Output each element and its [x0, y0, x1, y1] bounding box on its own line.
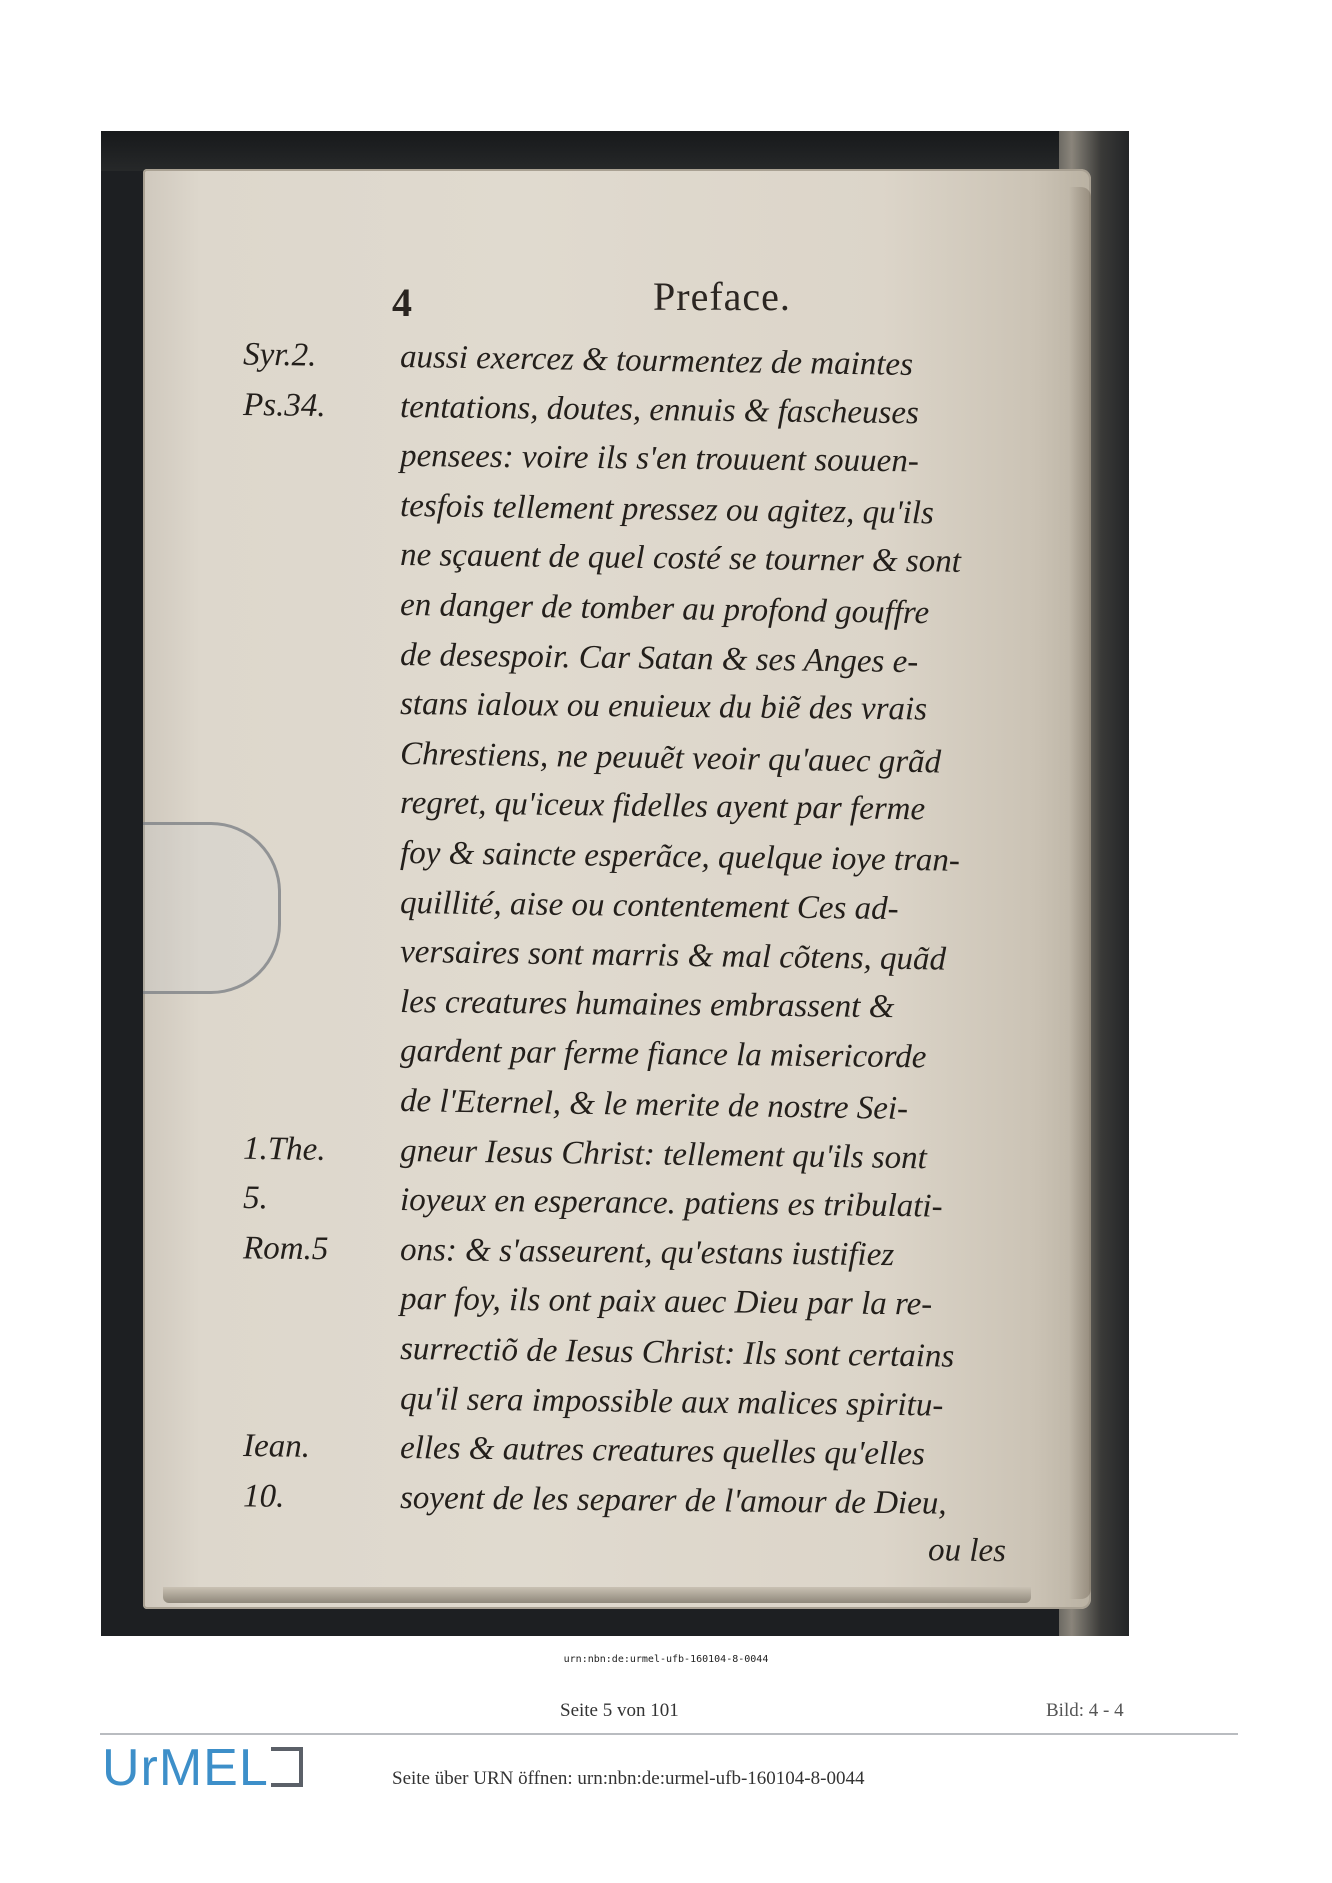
- binding-cloth: [101, 131, 1129, 171]
- line-text: gardent par ferme fiance la misericorde: [399, 1033, 927, 1076]
- line-text: quillité, aise ou contentement Ces ad-: [399, 884, 899, 927]
- logo-bracket-icon: [271, 1747, 303, 1787]
- text-line: [143, 1229, 1091, 1287]
- running-head: Preface.: [653, 274, 791, 319]
- line-text: qu'il sera impossible aux malices spiritu-: [399, 1380, 944, 1424]
- margin-note: [243, 1329, 368, 1331]
- text-line: [143, 1279, 1091, 1337]
- line-text: elles & autres creatures quelles qu'elles: [399, 1430, 926, 1473]
- margin-note: [243, 1031, 368, 1033]
- margin-note: [243, 437, 368, 438]
- margin-note: Ps.34.: [242, 386, 326, 424]
- line-text: gneur Iesus Christ: tellement qu'ils sont: [399, 1132, 928, 1176]
- margin-note: [243, 685, 368, 686]
- page-counter: Seite 5 von 101: [560, 1700, 679, 1721]
- line-text: regret, qu'iceux fidelles ayent par ferme: [399, 785, 926, 828]
- margin-note: [243, 833, 368, 835]
- margin-note: [243, 982, 368, 983]
- margin-note: [243, 1379, 368, 1381]
- line-text: aussi exercez & tourmentez de maintes: [399, 338, 914, 384]
- catchword: ou les: [927, 1532, 1007, 1570]
- text-line: [143, 683, 1091, 741]
- margin-note: [243, 1080, 368, 1082]
- margin-note: [243, 584, 368, 586]
- text-line: [143, 435, 1091, 493]
- urmel-logo: [102, 1738, 303, 1798]
- page-number: 4: [392, 280, 412, 325]
- margin-note: Iean.: [242, 1428, 311, 1466]
- margin-note: [243, 1280, 368, 1281]
- text-line: [143, 1179, 1092, 1239]
- margin-note: [243, 783, 368, 785]
- scanned-page-image: [101, 131, 1129, 1636]
- margin-note: [243, 883, 368, 885]
- line-text: ne sçauent de quel costé se tourner & sont: [399, 537, 962, 581]
- line-text: par foy, ils ont paix auec Dieu par la re-: [399, 1281, 933, 1323]
- text-line: [143, 981, 1091, 1039]
- logo-text: UrMEL: [102, 1739, 269, 1797]
- line-text: de l'Eternel, & le merite de nostre Sei-: [399, 1082, 909, 1127]
- page-header: [143, 274, 1091, 329]
- line-text: Chrestiens, ne peuuẽt veoir qu'auec grãd: [399, 735, 942, 781]
- margin-note: Rom.5: [242, 1230, 329, 1268]
- catchword-line: [143, 1524, 1091, 1582]
- book-page: [143, 169, 1091, 1609]
- line-text: stans ialoux ou enuieux du biẽ des vrais: [399, 686, 928, 728]
- line-text: ioyeux en esperance. patiens es tribulati-: [399, 1182, 943, 1225]
- line-text: tesfois tellement pressez ou agitez, qu'ils: [399, 487, 935, 532]
- line-text: soyent de les separer de l'amour de Dieu,: [399, 1479, 947, 1522]
- page-bottom-edge: [163, 1587, 1031, 1603]
- footer-divider: [100, 1733, 1238, 1735]
- line-text: les creatures humaines embrassent &: [399, 983, 895, 1025]
- line-text: ons: & s'asseurent, qu'estans iustifiez: [399, 1231, 895, 1273]
- margin-note: [243, 733, 368, 735]
- margin-note: [243, 634, 368, 636]
- urn-caption: urn:nbn:de:urmel-ufb-160104-8-0044: [563, 1654, 769, 1665]
- line-text: en danger de tomber au profond gouffre: [399, 586, 930, 632]
- margin-note: Syr.2.: [242, 336, 317, 374]
- image-counter: Bild: 4 - 4: [1046, 1700, 1124, 1721]
- margin-note: [243, 486, 368, 488]
- footer-meta: [0, 1700, 1332, 1730]
- line-text: pensees: voire ils s'en trouuent souuen-: [399, 438, 919, 480]
- margin-note: 1.The.: [242, 1130, 326, 1168]
- open-urn-link[interactable]: Seite über URN öffnen: urn:nbn:de:urmel-ufb-160104-8-0044: [392, 1768, 865, 1789]
- line-text: tentations, doutes, ennuis & fascheuses: [399, 388, 920, 431]
- line-text: de desespoir. Car Satan & ses Anges e-: [399, 636, 919, 680]
- margin-note: 5.: [242, 1180, 269, 1217]
- line-text: versaires sont marris & mal cõtens, quãd: [399, 934, 947, 978]
- line-text: foy & saincte esperãce, quelque ioye tran-: [399, 834, 961, 879]
- margin-note: [243, 535, 368, 537]
- line-text: surrectiõ de Iesus Christ: Ils sont certains: [399, 1330, 955, 1375]
- text-line: [143, 1427, 1092, 1487]
- margin-note: 10.: [242, 1478, 285, 1515]
